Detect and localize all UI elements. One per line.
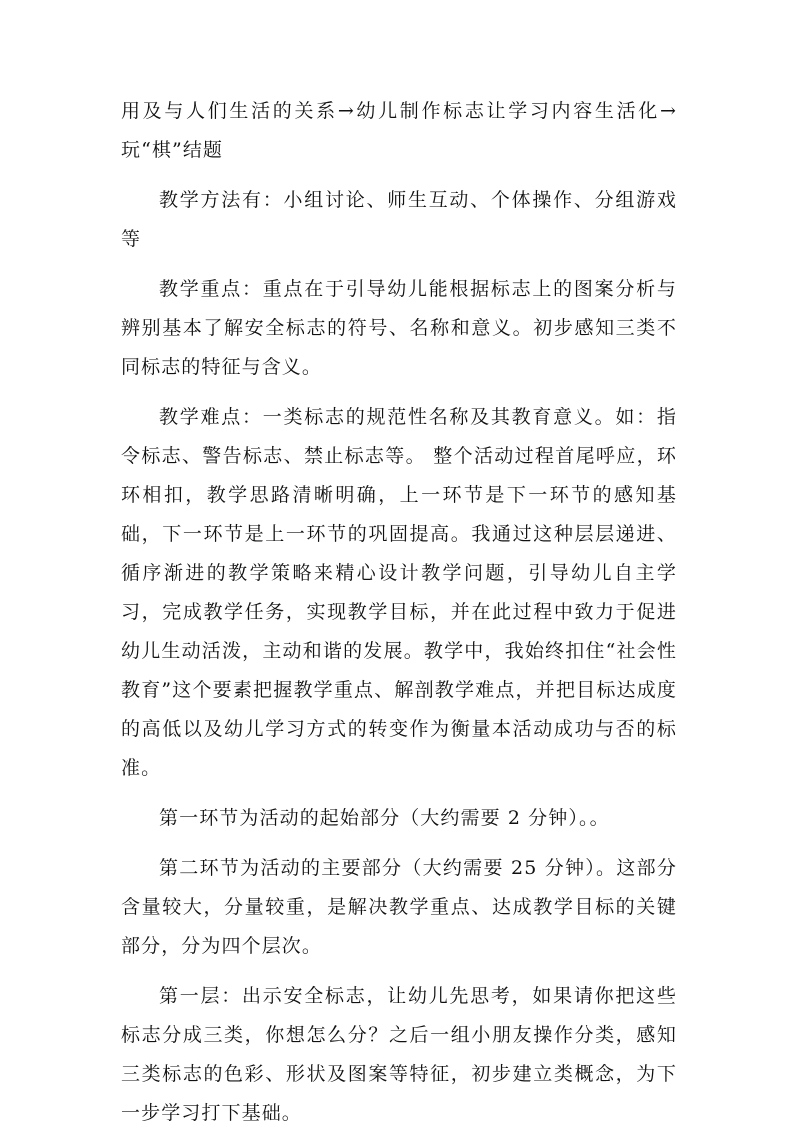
paragraph-continuation: 用及与人们生活的关系→幼儿制作标志让学习内容生活化→玩“棋”结题 bbox=[121, 100, 677, 161]
paragraph-second-stage: 第二环节为活动的主要部分（大约需要 25 分钟）。这部分含量较大，分量较重，是解决教学重点、达成教学目标的关键部分，分为四个层次。 bbox=[121, 857, 677, 957]
paragraph-first-level: 第一层：出示安全标志，让幼儿先思考，如果请你把这些标志分成三类，你想怎么分？之后一组小朋友操作分类，感知三类标志的色彩、形状及图案等特征，初步建立类概念，为下一步学习打下基础。 bbox=[121, 985, 677, 1124]
paragraph-teaching-methods: 教学方法有：小组讨论、师生互动、个体操作、分组游戏等 bbox=[121, 189, 677, 250]
paragraph-teaching-key-points: 教学重点：重点在于引导幼儿能根据标志上的图案分析与辨别基本了解安全标志的符号、名称和意义。初步感知三类不同标志的特征与含义。 bbox=[121, 278, 677, 378]
document-page bbox=[121, 92, 677, 1144]
paragraph-teaching-difficulties: 教学难点：一类标志的规范性名称及其教育意义。如：指令标志、警告标志、禁止标志等。 整个活动过程首尾呼应，环环相扣，教学思路清晰明确，上一环节是下一环节的感知基础，下一环节是上一环节的巩固提高。我通过这种层层递进、循序渐进的教学策略来精心设计教学问题，引导幼儿自主学习，完成教学任务，实现教学目标，并在此过程中致力于促进幼儿生动活泼，主动和谐的发展。教学中，我始终扣住“社会性教育”这个要素把握教学重点、解剖教学难点，并把目标达成度的高低以及幼儿学习方式的转变作为衡量本活动成功与否的标准。 bbox=[121, 406, 677, 779]
paragraph-first-stage: 第一环节为活动的起始部分（大约需要 2 分钟）。。 bbox=[159, 807, 610, 829]
